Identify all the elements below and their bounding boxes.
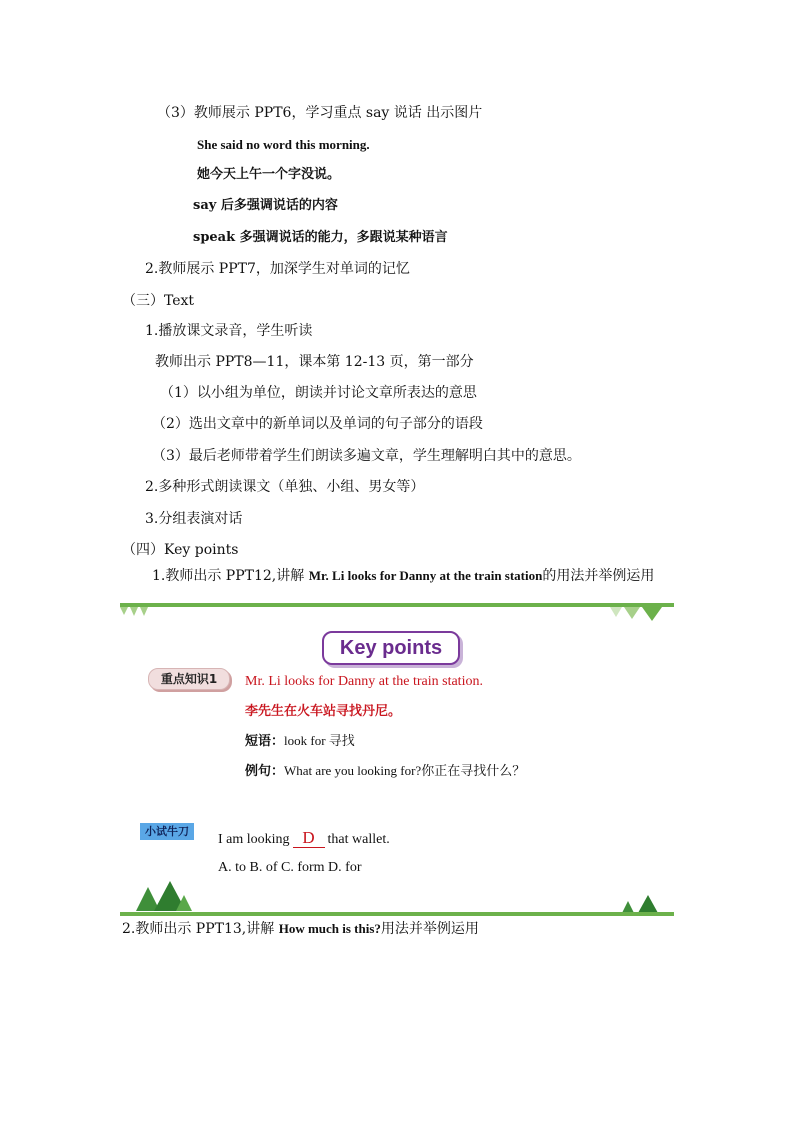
answer-blank: D [293, 829, 325, 848]
question-after: that wallet. [327, 832, 390, 847]
triangle-icon [624, 607, 640, 619]
question-line [218, 829, 390, 849]
phrase-label: 短语： [245, 734, 285, 749]
example-cn: 她今天上午一个字没说。 [197, 167, 341, 182]
decor-triangles-right [610, 607, 674, 623]
step-2: （2）选出文章中的新单词以及单词的句子部分的语段 [152, 416, 483, 432]
para-ppt12-prefix: 1.教师出示 PPT12,讲解 [152, 568, 309, 584]
para-ppt13 [122, 920, 479, 938]
line-ppt7: 2.教师展示 PPT7，加深学生对单词的记忆 [145, 261, 410, 277]
line-read-forms: 2.多种形式朗读课文（单独、小组、男女等） [145, 479, 425, 495]
phrase-text: look for 寻找 [284, 733, 355, 748]
para-ppt13-prefix: 2.教师出示 PPT13,讲解 [122, 921, 279, 937]
para-ppt12 [122, 566, 678, 586]
slide-bottom-bar [120, 912, 674, 916]
example-label: 例句： [245, 764, 285, 779]
slide-title: Key points [322, 631, 460, 665]
line-ppt8-11: 教师出示 PPT8—11，课本第 12-13 页，第一部分 [155, 354, 474, 370]
example-line [245, 762, 525, 781]
section-text: （三）Text [122, 293, 195, 309]
speak-note: speak 多强调说话的能力，多跟说某种语言 [193, 230, 448, 245]
para-ppt12-suffix: 的用法并举例运用 [542, 568, 655, 584]
key-knowledge-tag: 重点知识1 [148, 668, 230, 690]
say-note: say 后多强调说话的内容 [193, 198, 338, 213]
line-play-audio: 1.播放课文录音，学生听读 [145, 323, 313, 339]
line-perform: 3.分组表演对话 [145, 511, 243, 527]
triangle-icon [120, 607, 128, 615]
phrase-line [245, 732, 355, 751]
para-ppt12-bold: Mr. Li looks for Danny at the train station [308, 568, 543, 583]
sentence-cn: 李先生在火车站寻找丹尼。 [245, 704, 402, 719]
slide-top-bar [120, 603, 674, 607]
question-before: I am looking [218, 832, 290, 847]
triangle-icon [610, 607, 622, 617]
triangle-icon [130, 607, 138, 616]
example-en: She said no word this morning. [197, 137, 370, 152]
tree-icon [134, 881, 194, 915]
sentence-en: Mr. Li looks for Danny at the train station. [245, 674, 483, 689]
decor-triangles-left [120, 607, 160, 619]
triangle-icon [642, 607, 662, 621]
slide-key-points [120, 603, 674, 918]
line-ppt6: （3）教师展示 PPT6，学习重点 say 说话 出示图片 [157, 105, 483, 121]
para-ppt13-suffix: 用法并举例运用 [380, 921, 479, 937]
section-key-points: （四）Key points [122, 542, 239, 558]
step-1: （1）以小组为单位，朗读并讨论文章所表达的意思 [160, 385, 477, 401]
practice-tag: 小试牛刀 [140, 823, 194, 840]
step-3: （3）最后老师带着学生们朗读多遍文章，学生理解明白其中的意思。 [152, 448, 581, 464]
example-text: What are you looking for?你正在寻找什么？ [284, 763, 526, 778]
answer-options: A. to B. of C. form D. for [218, 860, 362, 875]
para-ppt13-bold: How much is this? [278, 921, 381, 936]
triangle-icon [140, 607, 148, 616]
